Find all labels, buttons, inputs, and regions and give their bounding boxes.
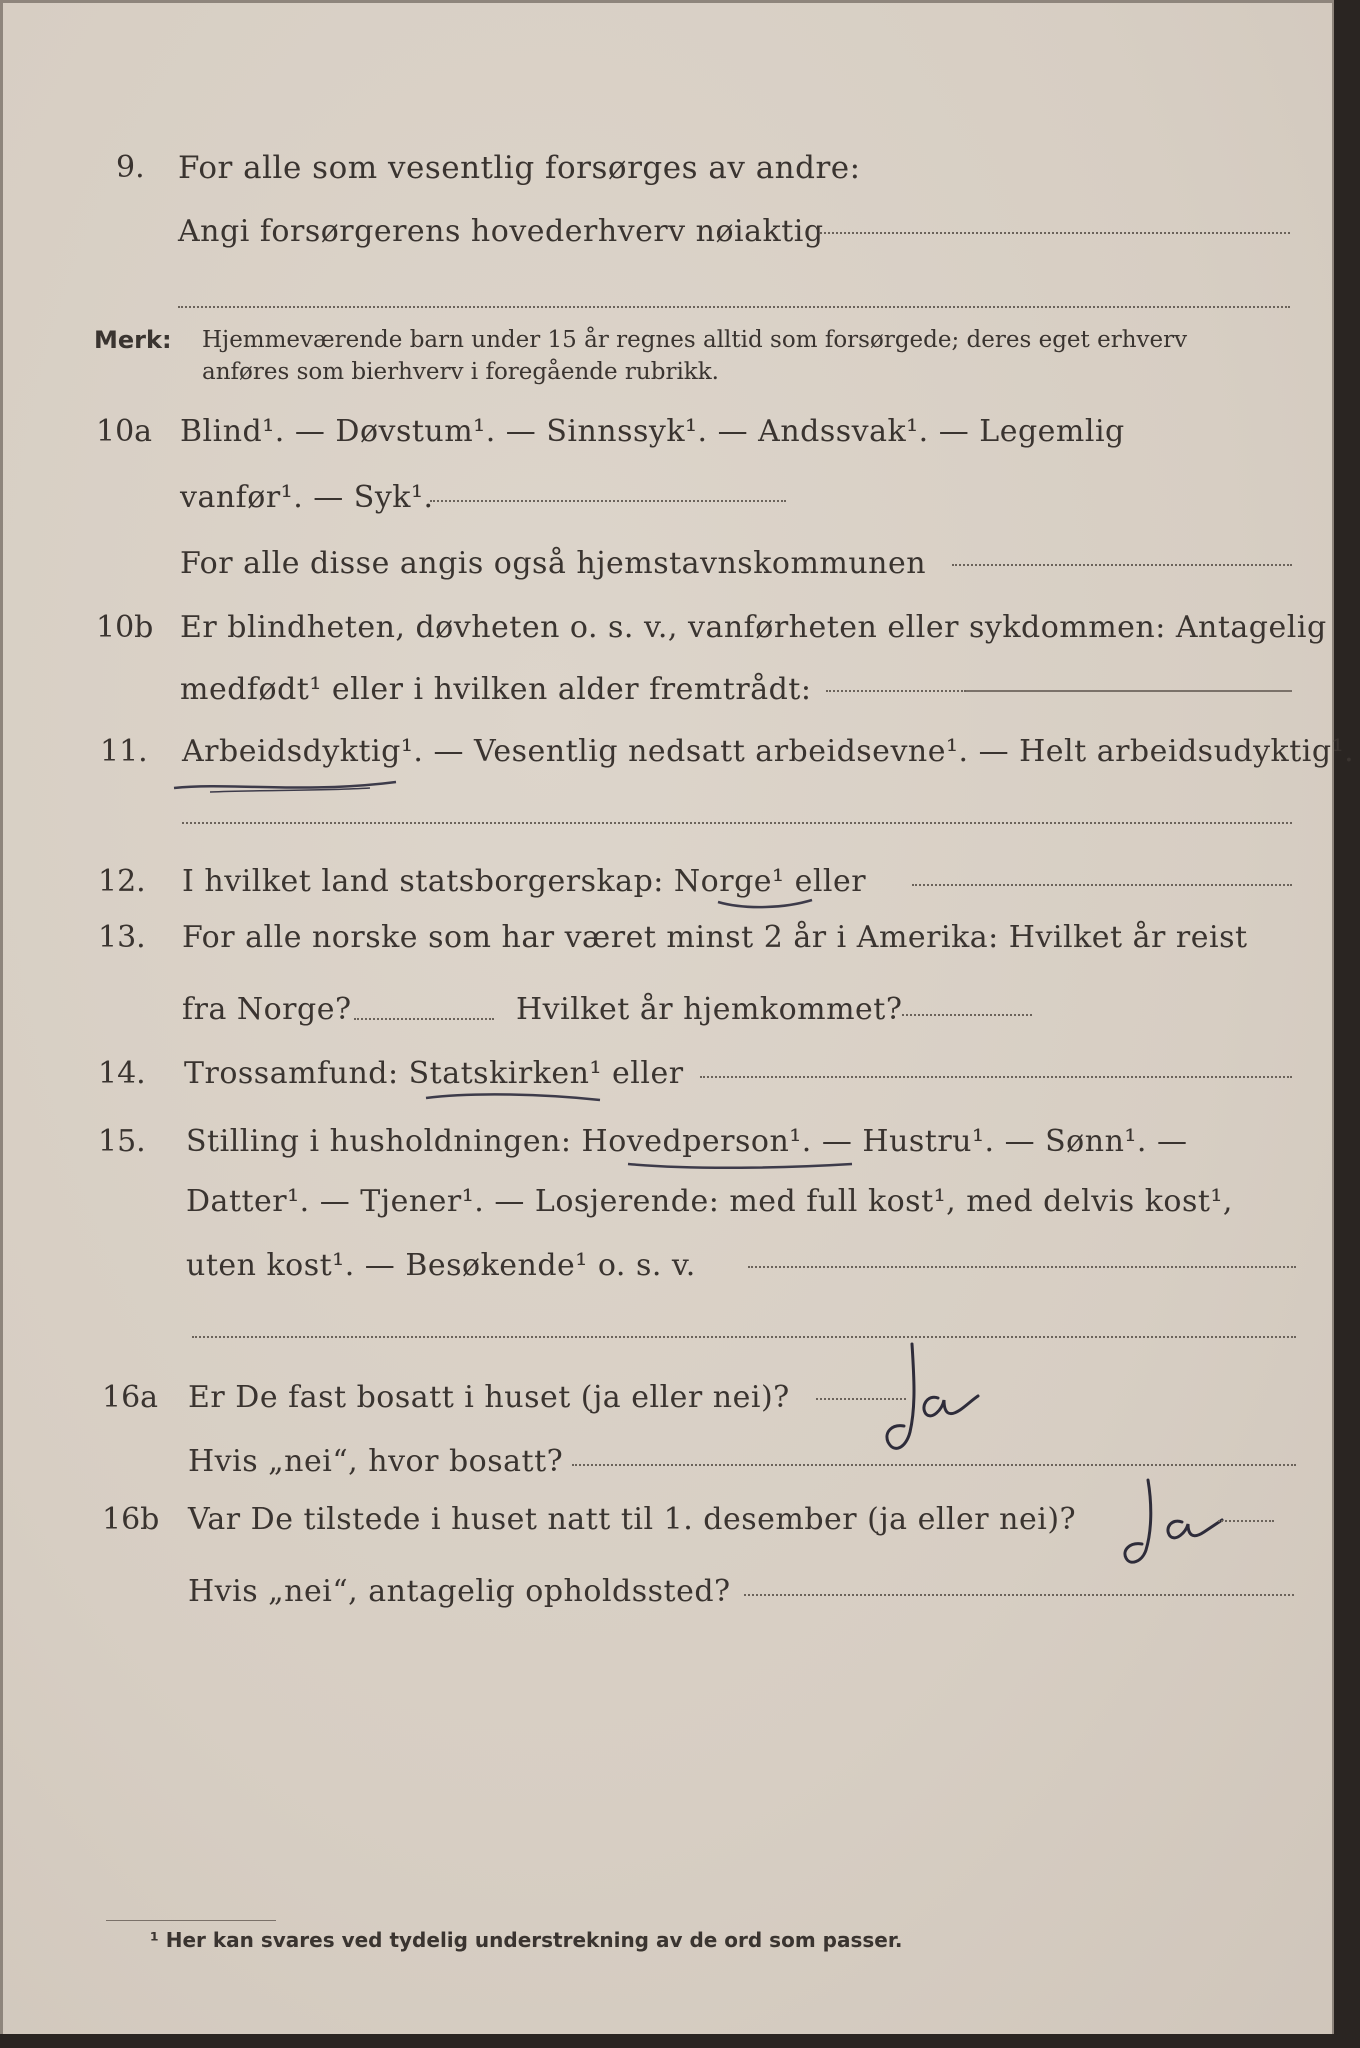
q16a-residence-line[interactable] bbox=[572, 1464, 1296, 1466]
q12-number: 12. bbox=[98, 864, 146, 899]
q9-answer-line[interactable] bbox=[820, 232, 1290, 234]
q10a-line-1 bbox=[0, 406, 1360, 458]
q14-number: 14. bbox=[98, 1056, 146, 1091]
q13-text-2b: Hvilket år hjemkommet? bbox=[516, 992, 903, 1027]
q11-text-1: Arbeidsdyktig¹. — Vesentlig nedsatt arbeidsevne¹. — Helt arbeidsudyktig¹. bbox=[182, 734, 1355, 769]
footnote-rule bbox=[106, 1920, 276, 1921]
q12-handwritten-underline bbox=[716, 894, 816, 914]
q16b-answer-line[interactable] bbox=[1218, 1520, 1274, 1522]
q9-number: 9. bbox=[116, 150, 145, 185]
q14-line-1 bbox=[0, 1048, 1360, 1100]
q12-text-1: I hvilket land statsborgerskap: Norge¹ eller bbox=[182, 864, 867, 899]
q10b-number: 10b bbox=[96, 610, 154, 645]
q14-handwritten-underline bbox=[424, 1088, 604, 1108]
q16b-number: 16b bbox=[102, 1502, 160, 1537]
q14-text-1: Trossamfund: Statskirken¹ eller bbox=[184, 1056, 684, 1091]
q16a-line-1 bbox=[0, 1372, 1360, 1424]
q16b-text-2: Hvis „nei“, antagelig opholdssted? bbox=[188, 1574, 731, 1609]
q10b-line-1 bbox=[0, 602, 1360, 654]
q16b-location-line[interactable] bbox=[744, 1594, 1294, 1596]
q10a-answer-line[interactable] bbox=[430, 500, 786, 502]
scan-border-bottom bbox=[0, 2034, 1360, 2048]
q15-text-1: Stilling i husholdningen: Hovedperson¹. — Hustru¹. — Sønn¹. — bbox=[186, 1124, 1188, 1159]
q15-text-2: Datter¹. — Tjener¹. — Losjerende: med full kost¹, med delvis kost¹, bbox=[186, 1184, 1233, 1219]
q13-return-year-line[interactable] bbox=[902, 1014, 1032, 1016]
merk-line-2 bbox=[0, 352, 1360, 392]
q15-answer-line[interactable] bbox=[748, 1266, 1296, 1268]
q11-answer-line[interactable] bbox=[182, 822, 1292, 824]
q13-text-1: For alle norske som har været minst 2 år i Amerika: Hvilket år reist bbox=[182, 920, 1248, 955]
q16b-line-2 bbox=[0, 1566, 1360, 1618]
q13-line-2 bbox=[0, 984, 1360, 1036]
q16a-number: 16a bbox=[102, 1380, 159, 1415]
q10b-text-2: medfødt¹ eller i hvilken alder fremtrådt: bbox=[180, 672, 812, 707]
q15-handwritten-underline bbox=[626, 1156, 856, 1176]
q10a-hometown-line[interactable] bbox=[952, 564, 1292, 566]
q12-line-1 bbox=[0, 856, 1360, 908]
q10b-answer-line-solid bbox=[966, 690, 1292, 692]
q10a-number: 10a bbox=[96, 414, 153, 449]
page-frame-top bbox=[0, 0, 1334, 3]
q13-text-2a: fra Norge? bbox=[182, 992, 352, 1027]
merk-text-2: anføres som bierhverv i foregående rubrikk. bbox=[202, 359, 719, 385]
q10a-text-2: vanfør¹. — Syk¹. bbox=[180, 480, 434, 515]
q9-line-1 bbox=[0, 142, 1360, 194]
q10a-line-2 bbox=[0, 472, 1360, 524]
q16b-text-1: Var De tilstede i huset natt til 1. desember (ja eller nei)? bbox=[188, 1502, 1077, 1537]
q12-answer-line[interactable] bbox=[912, 884, 1292, 886]
q13-line-1 bbox=[0, 912, 1360, 964]
q16a-text-1: Er De fast bosatt i huset (ja eller nei)? bbox=[188, 1380, 790, 1415]
q15-line-2 bbox=[0, 1176, 1360, 1228]
q11-handwritten-underline bbox=[170, 772, 400, 796]
q10a-text-1: Blind¹. — Døvstum¹. — Sinnssyk¹. — Andssvak¹. — Legemlig bbox=[180, 414, 1125, 449]
q16a-text-2: Hvis „nei“, hvor bosatt? bbox=[188, 1444, 564, 1479]
q9-text-1: For alle som vesentlig forsørges av andre: bbox=[178, 150, 861, 186]
q10b-text-1: Er blindheten, døvheten o. s. v., vanførheten eller sykdommen: Antagelig bbox=[180, 610, 1327, 645]
q13-departure-year-line[interactable] bbox=[354, 1018, 494, 1020]
q14-answer-line[interactable] bbox=[700, 1076, 1292, 1078]
q13-number: 13. bbox=[98, 920, 146, 955]
merk-label: Merk: bbox=[94, 326, 172, 354]
footnote-text: ¹ Her kan svares ved tydelig understrekning av de ord som passer. bbox=[150, 1928, 903, 1952]
merk-text-1: Hjemmeværende barn under 15 år regnes alltid som forsørgede; deres eget erhverv bbox=[202, 327, 1188, 353]
q11-line-1 bbox=[0, 726, 1360, 778]
q9-answer-line-2[interactable] bbox=[178, 306, 1290, 308]
q15-number: 15. bbox=[98, 1124, 146, 1159]
q16b-handwritten-answer bbox=[1116, 1474, 1256, 1574]
q15-text-3: uten kost¹. — Besøkende¹ o. s. v. bbox=[186, 1248, 696, 1283]
q9-text-2: Angi forsørgerens hovederhverv nøiaktig bbox=[178, 214, 824, 249]
q10a-text-3: For alle disse angis også hjemstavnskommunen bbox=[180, 546, 927, 581]
q10b-answer-line[interactable] bbox=[826, 690, 966, 692]
q15-answer-line-2[interactable] bbox=[192, 1336, 1296, 1338]
q11-number: 11. bbox=[100, 734, 148, 769]
